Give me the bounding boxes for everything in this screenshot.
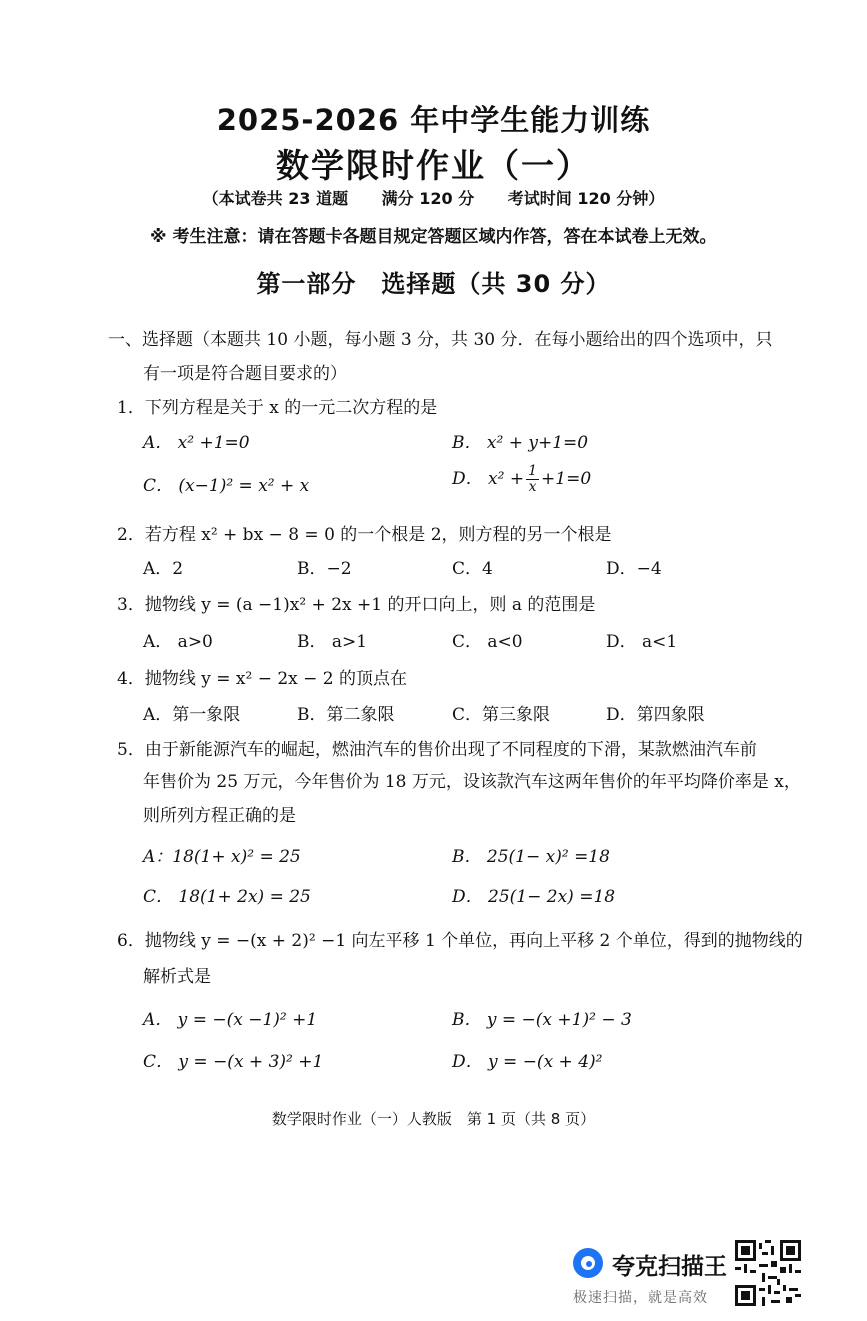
q2-option-a: A．2 [143,559,184,579]
q4-option-b: B．第二象限 [297,705,395,725]
page-footer: 数学限时作业（一）人教版 第 1 页（共 8 页） [271,1110,596,1128]
q2-option-d: D．−4 [606,559,662,579]
q3-option-c: C． a<0 [452,632,523,652]
section-instruction-line1: 一、选择题（本题共 10 小题，每小题 3 分，共 30 分．在每小题给出的四个选项中，只 [108,330,773,350]
title-line2: 数学限时作业（一） [276,146,591,185]
question-5: 5．由于新能源汽车的崛起，燃油汽车的售价出现了不同程度的下滑，某款燃油汽车前 [117,740,757,760]
q1-option-a: A． x² +1=0 [143,433,250,453]
title-line1: 2025-2026 年中学生能力训练 [216,103,651,137]
question-6-line2: 解析式是 [143,967,211,987]
q6-option-b: B． y = −(x +1)² − 3 [452,1010,632,1030]
info-time: 考试时间 120 分钟） [507,189,665,208]
exam-info [0,186,867,209]
q6-option-c: C． y = −(x + 3)² +1 [143,1052,324,1072]
q3-option-b: B． a>1 [297,632,368,652]
q1-option-d: D． x² + $\frac{1}{x}$ +1=0 [452,463,592,495]
q3-option-d: D． a<1 [606,632,678,652]
q1-option-b: B． x² + y+1=0 [452,433,589,453]
q5-option-c: C． 18(1+ 2x) = 25 [143,887,311,907]
q2-option-c: C．4 [452,559,493,579]
q6-option-a: A． y = −(x −1)² +1 [143,1010,318,1030]
q1-option-c: C． (x−1)² = x² + x [143,476,310,496]
question-5-line3: 则所列方程正确的是 [143,806,296,826]
q5-option-a: A：18(1+ x)² = 25 [143,847,301,867]
qr-code-icon [735,1240,801,1306]
notice: ※ 考生注意：请在答题卡各题目规定答题区域内作答，答在本试卷上无效。 [150,227,717,247]
question-1 [117,393,437,418]
part-title: 第一部分 选择题（共 30 分） [256,270,611,298]
question-number: 1． [117,398,145,418]
q5-option-b: B． 25(1− x)² =18 [452,847,610,867]
q2-option-b: B．−2 [297,559,352,579]
q4-option-d: D．第四象限 [606,705,705,725]
brand-slogan: 极速扫描，就是高效 [573,1290,708,1306]
question-2: 2．若方程 x² + bx − 8 = 0 的一个根是 2，则方程的另一个根是 [117,525,612,545]
fraction: $\frac{1}{x}$ [528,463,538,495]
question-5-line2: 年售价为 25 万元，今年售价为 18 万元，设该款汽车这两年售价的年平均降价率是 x， [143,772,801,792]
q6-option-d: D． y = −(x + 4)² [452,1052,603,1072]
question-4: 4．抛物线 y = x² − 2x − 2 的顶点在 [117,669,408,689]
q4-option-c: C．第三象限 [452,705,551,725]
q4-option-a: A．第一象限 [143,705,241,725]
question-3: 3．抛物线 y = (a −1)x² + 2x +1 的开口向上，则 a 的范围是 [117,595,596,615]
quark-logo-icon [573,1248,603,1278]
q3-option-a: A． a>0 [143,632,213,652]
q5-option-d: D． 25(1− 2x) =18 [452,887,616,907]
question-6: 6．抛物线 y = −(x + 2)² −1 向左平移 1 个单位，再向上平移 2 个单位，得到的抛物线的 [117,931,803,951]
section-instruction-line2: 有一项是符合题目要求的） [143,364,347,384]
info-score: 满分 120 分 [381,189,475,208]
brand-name: 夸克扫描王 [612,1254,727,1280]
question-stem: 下列方程是关于 x 的一元二次方程的是 [144,398,438,418]
info-questions: （本试卷共 23 道题 [202,189,349,208]
